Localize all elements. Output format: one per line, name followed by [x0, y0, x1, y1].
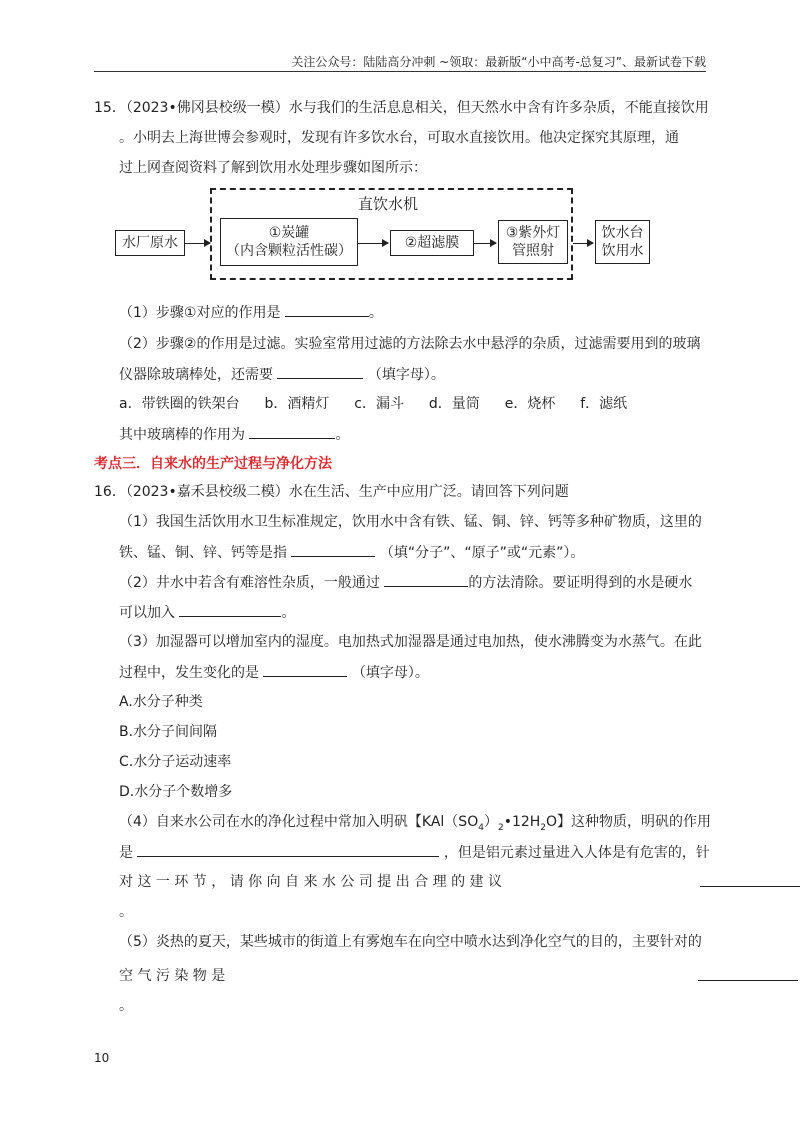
- q16-part4-line1: [119, 812, 711, 838]
- step1-desc: （内含颗粒活性碳）: [226, 243, 352, 259]
- diagram-title: 直饮水机: [358, 195, 419, 213]
- q16-part5-line1: （5）炎热的夏天，某些城市的街道上有雾炮车在向空中喷水达到净化空气的目的，主要针对的: [119, 934, 702, 950]
- option-e: e．烧杯: [504, 396, 556, 412]
- q15-part1-text: （1）步骤①对应的作用是: [119, 305, 281, 321]
- arrow-2: [358, 243, 388, 244]
- q16-part1-line1: （1）我国生活饮用水卫生标准规定，饮用水中含有铁、锰、铜、锌、钙等多种矿物质，这里的: [119, 514, 702, 530]
- step3-desc: 管照射: [512, 243, 554, 259]
- q15-part2-line1: （2）步骤②的作用是过滤。实验室常用过滤的方法除去水中悬浮的杂质，过滤需要用到的玻璃: [119, 336, 701, 352]
- q15-part2c-end: 。: [335, 427, 350, 443]
- arrow-3: [474, 243, 496, 244]
- q16-part4-mid2: •12H: [503, 814, 541, 830]
- q15-line2: 。小明去上海世博会参观时，发现有许多饮水台，可取水直接饮用。他决定探究其原理，通: [119, 130, 679, 146]
- q16-part4-end: 。: [119, 904, 133, 920]
- q15-part2-line2: [119, 364, 445, 385]
- choice-c: C.水分子运动速率: [119, 754, 232, 770]
- output-name: 饮水台: [601, 225, 644, 241]
- answer-blank[interactable]: [137, 842, 439, 857]
- q16-part3-line1: （3）加湿器可以增加室内的湿度。电加热式加湿器是通过电加热，使水沸腾变为水蒸气。在此: [119, 634, 702, 650]
- answer-blank-long[interactable]: [700, 872, 800, 893]
- q16-part2b-end: 。: [281, 605, 296, 621]
- diagram-source-box: 水厂原水: [115, 230, 185, 256]
- output-desc: 饮用水: [601, 243, 644, 259]
- answer-blank[interactable]: [700, 872, 800, 887]
- option-f: f．滤纸: [580, 396, 628, 412]
- q16-part4b-end: ，但是铝元素过量进入人体是有危害的，针: [443, 845, 710, 861]
- q16-part2-mid: 的方法清除。要证明得到的水是硬水: [468, 575, 693, 591]
- q16-part4-post: O】这种物质，明矾的作用: [546, 814, 712, 830]
- q15-part2c-text: 其中玻璃棒的作用为: [119, 427, 245, 443]
- step3-box: [498, 220, 568, 264]
- page-number: 10: [94, 1051, 110, 1065]
- answer-blank[interactable]: [179, 602, 281, 617]
- arrow-4: [573, 243, 593, 244]
- q16-part4b-text: 是: [119, 845, 133, 861]
- q16-part1-text: 铁、锰、铜、锌、钙等是指: [119, 545, 287, 561]
- output-box: [595, 220, 650, 264]
- option-b: b．酒精灯: [264, 396, 330, 412]
- choice-b: B.水分子间间隔: [119, 724, 218, 740]
- q15-part2-line3: [119, 424, 349, 445]
- answer-blank[interactable]: [285, 302, 369, 317]
- q15-part2-end: （填字母）。: [367, 367, 445, 383]
- water-treatment-diagram: [110, 188, 690, 283]
- page-header: 关注公众号：陆陆高分冲刺 ~领取：最新版“小中高考-总复习”、最新试卷下载: [291, 55, 706, 69]
- q16-part1-line2: [119, 542, 584, 563]
- q16-part5-end: 。: [119, 998, 133, 1014]
- q15-part2-text: 仪器除玻璃棒处，还需要: [119, 367, 273, 383]
- option-a: a．带铁圈的铁架台: [119, 396, 240, 412]
- answer-blank[interactable]: [263, 662, 347, 677]
- arrow-1: [185, 243, 210, 244]
- subscript: 2: [540, 822, 547, 833]
- step3-name: ③紫外灯: [505, 225, 561, 241]
- q15-line1: 15．（2023•佛冈县校级一模）水与我们的生活息息相关，但天然水中含有许多杂质，不能直接饮用: [94, 100, 709, 116]
- answer-blank[interactable]: [249, 424, 335, 439]
- q16-part2-line2: [119, 602, 295, 623]
- step1-name: ①炭罐: [268, 225, 310, 241]
- q16-part4-pre: （4）自来水公司在水的净化过程中常加入明矾【KAl（SO: [119, 814, 479, 830]
- subscript: 2: [497, 822, 504, 833]
- step1-box: [220, 218, 358, 266]
- q16-part3-line2: [119, 662, 429, 683]
- step2-box: ②超滤膜: [390, 230, 474, 256]
- choice-a: A.水分子种类: [119, 694, 203, 710]
- answer-blank-long[interactable]: [698, 966, 798, 987]
- answer-blank[interactable]: [277, 364, 363, 379]
- q16-part2-line1: [119, 572, 692, 593]
- header-divider: [94, 71, 706, 72]
- choice-d: D.水分子个数增多: [119, 784, 233, 800]
- q16-part1-end: （填“分子”、“原子”或“元素”）。: [379, 545, 585, 561]
- q15-options: [119, 394, 627, 414]
- q16-part3-end: （填字母）。: [351, 665, 429, 681]
- q15-line3: 过上网查阅资料了解到饮用水处理步骤如图所示：: [119, 160, 427, 176]
- section-heading: 考点三．自来水的生产过程与净化方法: [94, 456, 332, 472]
- answer-blank[interactable]: [291, 542, 375, 557]
- q16-part3-text: 过程中，发生变化的是: [119, 665, 259, 681]
- q16-part4-line2: [119, 842, 710, 863]
- q16-part2-text: （2）井水中若含有难溶性杂质，一般通过: [119, 575, 380, 591]
- q15-part1: [119, 302, 383, 323]
- answer-blank[interactable]: [698, 966, 798, 981]
- subscript: 4: [478, 822, 484, 833]
- option-d: d．量筒: [428, 396, 480, 412]
- option-c: c．漏斗: [354, 396, 404, 412]
- q16-part5-line2: 空 气 污 染 物 是: [119, 968, 226, 984]
- q16-part4-line3: 对 这 一 环 节 ， 请 你 向 自 来 水 公 司 提 出 合 理 的 建 议: [119, 874, 503, 890]
- q16-part4-mid: ）: [483, 814, 498, 830]
- q16-part2b-text: 可以加入: [119, 605, 175, 621]
- q16-line1: 16．（2023•嘉禾县校级二模）水在生活、生产中应用广泛。请回答下列问题: [94, 484, 569, 500]
- q15-part1-end: 。: [368, 305, 383, 321]
- answer-blank[interactable]: [384, 572, 468, 587]
